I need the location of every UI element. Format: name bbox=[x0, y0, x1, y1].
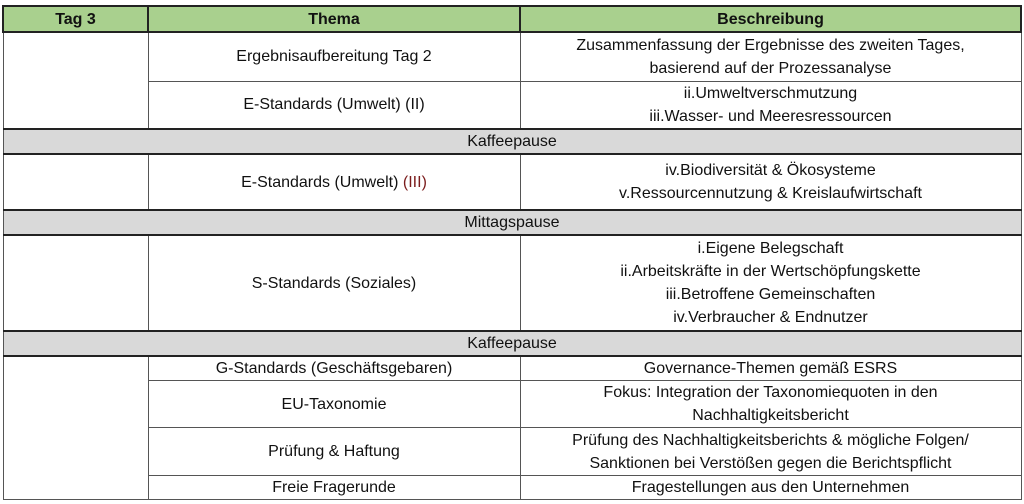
break-row bbox=[3, 129, 1021, 154]
desc-line: Sanktionen bei Verstößen gegen die Berichtspflicht bbox=[589, 454, 952, 472]
table-row bbox=[3, 476, 1021, 500]
day-cell bbox=[3, 356, 148, 500]
topic-cell: EU-Taxonomie bbox=[148, 381, 520, 428]
description-cell bbox=[520, 356, 1021, 381]
header-description: Beschreibung bbox=[520, 6, 1021, 32]
break-label: Kaffeepause bbox=[3, 331, 1021, 356]
desc-line: i.Eigene Belegschaft bbox=[697, 240, 844, 257]
day-cell bbox=[3, 154, 148, 210]
table-row bbox=[3, 428, 1021, 476]
description-cell bbox=[520, 154, 1021, 210]
day-cell bbox=[3, 235, 148, 331]
topic-cell bbox=[148, 154, 520, 210]
desc-line: Zusammenfassung der Ergebnisse des zweiten Tages, bbox=[576, 36, 965, 54]
desc-line: Fragestellungen aus den Unternehmen bbox=[631, 479, 910, 496]
table-row bbox=[3, 81, 1021, 129]
description-cell bbox=[520, 428, 1021, 476]
topic-cell: S-Standards (Soziales) bbox=[148, 235, 520, 331]
header-topic: Thema bbox=[148, 6, 520, 32]
table-row bbox=[3, 154, 1021, 210]
table-row bbox=[3, 235, 1021, 331]
desc-line: Fokus: Integration der Taxonomiequoten in den bbox=[603, 384, 938, 401]
desc-line: basierend auf der Prozessanalyse bbox=[649, 59, 892, 77]
desc-line: Governance-Themen gemäß ESRS bbox=[643, 360, 898, 377]
break-label: Mittagspause bbox=[3, 210, 1021, 235]
topic-cell: Ergebnisaufbereitung Tag 2 bbox=[148, 32, 520, 81]
description-cell bbox=[520, 32, 1021, 81]
day-cell bbox=[3, 32, 148, 129]
table-row bbox=[3, 381, 1021, 428]
topic-cell: Prüfung & Haftung bbox=[148, 428, 520, 476]
header-day: Tag 3 bbox=[3, 6, 148, 32]
description-cell bbox=[520, 235, 1021, 331]
topic-cell: Freie Fragerunde bbox=[148, 476, 520, 500]
topic-cell: E-Standards (Umwelt) (II) bbox=[148, 81, 520, 129]
desc-line: ii.Umweltverschmutzung bbox=[683, 84, 858, 102]
topic-text: E-Standards (Umwelt) bbox=[241, 173, 403, 191]
topic-cell: G-Standards (Geschäftsgebaren) bbox=[148, 356, 520, 381]
desc-line: ii.Arbeitskräfte in der Wertschöpfungskette bbox=[620, 263, 921, 280]
description-cell bbox=[520, 476, 1021, 500]
header-row bbox=[3, 6, 1021, 32]
desc-line: v.Ressourcennutzung & Kreislaufwirtschaft bbox=[619, 185, 922, 202]
desc-line: Nachhaltigkeitsbericht bbox=[692, 407, 849, 424]
break-row bbox=[3, 331, 1021, 356]
desc-line: iii.Betroffene Gemeinschaften bbox=[665, 286, 876, 303]
description-cell bbox=[520, 381, 1021, 428]
desc-line: iii.Wasser- und Meeresressourcen bbox=[649, 107, 892, 125]
break-row bbox=[3, 210, 1021, 235]
desc-line: iv.Verbraucher & Endnutzer bbox=[673, 309, 868, 326]
table-row bbox=[3, 32, 1021, 81]
table-row bbox=[3, 356, 1021, 381]
desc-line: iv.Biodiversität & Ökosysteme bbox=[665, 162, 876, 179]
topic-accent-text: (III) bbox=[402, 173, 427, 191]
description-cell bbox=[520, 81, 1021, 129]
schedule-table bbox=[2, 5, 1022, 500]
desc-line: Prüfung des Nachhaltigkeitsberichts & mögliche Folgen/ bbox=[572, 431, 969, 449]
break-label: Kaffeepause bbox=[3, 129, 1021, 154]
